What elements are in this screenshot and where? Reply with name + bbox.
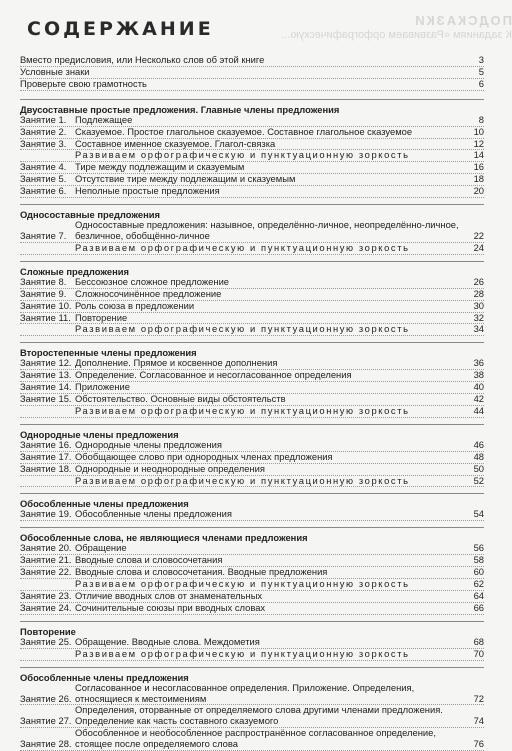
entry-title: Отличие вводных слов от знаменательных (75, 590, 263, 601)
toc-entry (20, 464, 484, 476)
page-number: 28 (473, 287, 484, 299)
toc-entry (20, 509, 484, 521)
toc-entry (20, 301, 484, 313)
entry-label: Занятие 17. (20, 450, 72, 462)
page-number: 10 (473, 125, 484, 137)
page-number: 42 (473, 393, 484, 405)
page-number: 32 (473, 311, 484, 323)
entry-title: Обобщающее слово при однородных членах предложения (75, 450, 333, 462)
section-heading: Сложные предложения (20, 261, 484, 277)
entry-title: Развиваем орфографическую и пунктуационную зоркость (75, 404, 410, 416)
entry-title: Однородные и неоднородные определения (75, 462, 265, 474)
page-number: 72 (473, 692, 484, 704)
entry-title: Развиваем орфографическую и пунктуационную зоркость (75, 149, 410, 161)
page-number: 66 (473, 601, 484, 613)
page-number: 8 (478, 113, 484, 125)
entry-title: Обособленное и необособленное распространённое согласованное определение, стоящее после определяемого слова (75, 727, 436, 750)
entry-title: Определение. Согласованное и несогласованное определения (75, 369, 352, 381)
entry-label: Занятие 24. (20, 601, 72, 613)
page-number: 44 (473, 404, 484, 416)
entry-title: Обстоятельство. Основные виды обстоятельств (75, 393, 286, 405)
toc-entry (20, 115, 484, 127)
toc-entry (20, 277, 484, 289)
section-heading: Обособленные слова, не являющиеся членами предложения (20, 527, 484, 543)
page-number: 24 (473, 241, 484, 253)
page-number: 38 (473, 369, 484, 381)
page-number: 56 (473, 542, 484, 554)
entry-label: Занятие 16. (20, 438, 72, 450)
entry-title: Дополнение. Прямое и косвенное дополнения (75, 357, 278, 369)
page-number: 6 (478, 77, 484, 89)
entry-title: Обращение (75, 542, 127, 554)
entry-label: Занятие 13. (20, 369, 72, 381)
page-number: 20 (473, 185, 484, 197)
entry-title: Вводные слова и словосочетания. Вводные предложения (75, 566, 328, 578)
toc-entry (20, 406, 484, 418)
section-heading: Повторение (20, 621, 484, 637)
entry-title: Повторение (75, 311, 128, 323)
toc-entry (20, 243, 484, 255)
toc-entry (20, 289, 484, 301)
entry-label: Занятие 25. (20, 635, 72, 647)
toc-entry (20, 683, 484, 706)
entry-title: Отсутствие тире между подлежащим и сказуемым (75, 173, 296, 185)
entry-title: Подлежащее (75, 113, 133, 125)
page-number: 46 (473, 438, 484, 450)
table-of-contents (20, 55, 484, 751)
entry-label: Занятие 6. (20, 185, 67, 197)
page-number: 14 (473, 149, 484, 161)
page-number: 16 (473, 161, 484, 173)
page-number: 54 (473, 508, 484, 520)
entry-title: Неполные простые предложения (75, 185, 220, 197)
page-number: 76 (473, 738, 484, 750)
entry-title: Определения, оторванные от определяемого слова другими членами предложения. Определение как часть составного сказуемого (75, 704, 443, 727)
entry-title: Развиваем орфографическую и пунктуационную зоркость (75, 578, 410, 590)
ghost-line: К заданиям «Развиваем орфографическую... (281, 29, 512, 41)
page-number: 48 (473, 450, 484, 462)
entry-title: Обращение. Вводные слова. Междометия (75, 635, 260, 647)
toc-entry (20, 127, 484, 139)
entry-label: Занятие 10. (20, 299, 72, 311)
entry-title: Бессоюзное сложное предложение (75, 275, 230, 287)
page-number: 64 (473, 590, 484, 601)
entry-label: Занятие 11. (20, 311, 71, 323)
entry-title: Вводные слова и словосочетания (75, 554, 223, 566)
entry-title: Вместо предисловия, или Несколько слов об этой книге (20, 54, 265, 65)
page-number: 30 (473, 299, 484, 311)
entry-title: Сложносочинённое предложение (75, 287, 222, 299)
entry-title: Сказуемое. Простое глагольное сказуемое. Составное глагольное сказуемое (75, 125, 413, 137)
page-number: 34 (473, 323, 484, 335)
page-title: СОДЕРЖАНИЕ (27, 18, 214, 40)
entry-title: Роль союза в предложении (75, 299, 195, 311)
entry-title: Проверьте свою грамотность (20, 77, 147, 89)
page-number: 74 (473, 715, 484, 727)
entry-title: Односоставные предложения: назывное, определённо-личное, неопределённо-личное, безличное, обобщённо-личное (75, 219, 459, 241)
page-number: 3 (478, 54, 484, 65)
entry-title: Условные знаки (20, 65, 90, 77)
section-heading: Двусоставные простые предложения. Главные члены предложения (20, 99, 484, 115)
entry-label: Занятие 2. (20, 125, 67, 137)
toc-entry (20, 476, 484, 488)
entry-label: Занятие 1. (20, 113, 67, 125)
entry-label: Занятие 26. (20, 692, 72, 704)
entry-title: Развиваем орфографическую и пунктуационную зоркость (75, 323, 410, 335)
page-number: 18 (473, 173, 484, 185)
page-number: 52 (473, 474, 484, 486)
entry-label: Занятие 3. (20, 137, 67, 149)
toc-entry (20, 649, 484, 661)
page-number: 60 (473, 566, 484, 578)
toc-entry (20, 603, 484, 615)
entry-label: Занятие 9. (20, 287, 67, 299)
page-number: 70 (473, 647, 484, 659)
page-number: 58 (473, 554, 484, 566)
toc-entry (20, 440, 484, 452)
toc-entry (20, 55, 484, 67)
toc-entry (20, 705, 484, 728)
entry-label: Занятие 18. (20, 462, 72, 474)
entry-title: Однородные члены предложения (75, 438, 222, 450)
entry-label: Занятие 21. (20, 554, 72, 566)
section-heading: Обособленные члены предложения (20, 493, 484, 509)
entry-label: Занятие 28. (20, 738, 72, 750)
bleed-through-text (281, 13, 512, 42)
page-number: 40 (473, 381, 484, 393)
toc-entry (20, 728, 484, 751)
toc-entry (20, 186, 484, 198)
entry-title: Развиваем орфографическую и пунктуационную зоркость (75, 474, 410, 486)
page-number: 68 (473, 635, 484, 647)
page-number: 12 (473, 137, 484, 149)
entry-label: Занятие 27. (20, 715, 72, 727)
page-number: 22 (473, 229, 484, 241)
entry-label: Занятие 5. (20, 173, 67, 185)
ghost-heading: ПОДСКАЗКИ (413, 13, 512, 28)
entry-title: Тире между подлежащим и сказуемым (75, 161, 245, 173)
toc-entry (20, 324, 484, 336)
toc-entry (20, 220, 484, 243)
section-heading: Односоставные предложения (20, 204, 484, 220)
entry-title: Приложение (75, 381, 130, 393)
entry-label: Занятие 12. (20, 357, 72, 369)
toc-entry (20, 637, 484, 649)
toc-entry (20, 452, 484, 464)
page-number: 26 (473, 275, 484, 287)
entry-title: Обособленные члены предложения (75, 508, 232, 520)
section-heading: Второстепенные члены предложения (20, 342, 484, 358)
entry-title: Составное именное сказуемое. Глагол-связка (75, 137, 276, 149)
entry-label: Занятие 7. (20, 229, 67, 241)
entry-title: Развиваем орфографическую и пунктуационную зоркость (75, 647, 410, 659)
entry-label: Занятие 20. (20, 542, 72, 554)
page-number: 62 (473, 578, 484, 590)
entry-label: Занятие 4. (20, 161, 67, 173)
entry-label: Занятие 8. (20, 275, 67, 287)
page-number: 5 (478, 65, 484, 77)
section-heading: Обособленные члены предложения (20, 667, 484, 683)
page-number: 36 (473, 357, 484, 369)
entry-title: Согласованное и несогласованное определения. Приложение. Определения, относящиеся к местоимениям (75, 681, 415, 704)
section-heading: Однородные члены предложения (20, 424, 484, 440)
entry-label: Занятие 22. (20, 566, 72, 578)
entry-title: Сочинительные союзы при вводных словах (75, 601, 266, 613)
entry-label: Занятие 23. (20, 590, 72, 601)
page-number: 50 (473, 462, 484, 474)
entry-title: Развиваем орфографическую и пунктуационную зоркость (75, 241, 410, 253)
entry-label: Занятие 15. (20, 393, 72, 405)
toc-entry (20, 79, 484, 91)
entry-label: Занятие 19. (20, 508, 72, 520)
entry-label: Занятие 14. (20, 381, 72, 393)
